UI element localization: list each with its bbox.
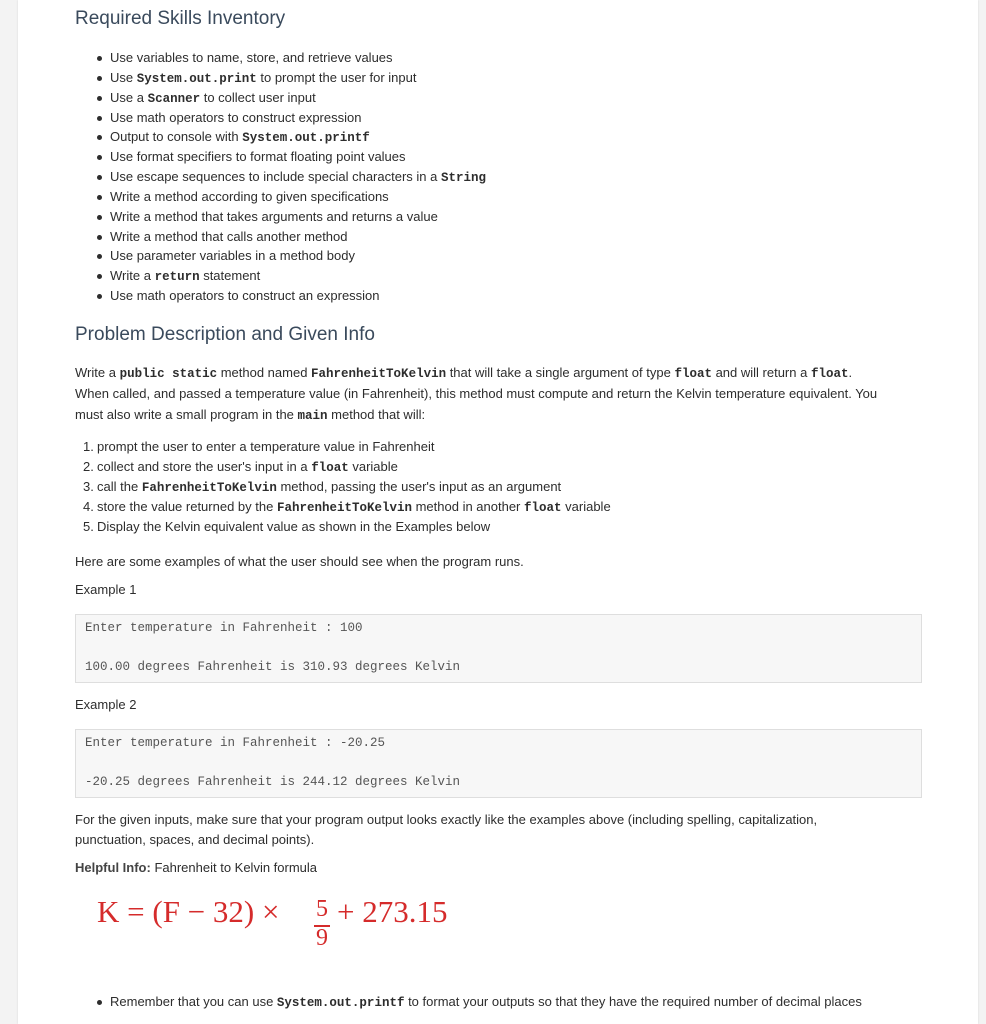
- step-item: [83, 438, 435, 456]
- skill-item: [110, 188, 389, 206]
- inline-text: store the value returned by the: [97, 499, 277, 514]
- skill-text: Use escape sequences to include special characters in a: [110, 169, 441, 184]
- skill-text: Write a method that calls another method: [110, 229, 348, 244]
- inline-code: main: [297, 409, 328, 423]
- skill-item: [110, 128, 370, 147]
- skills-heading: Required Skills Inventory: [75, 8, 286, 29]
- note-line-1: For the given inputs, make sure that your program output looks exactly like the examples above (including spelling, capitalization,: [75, 812, 818, 827]
- skill-text: Write a method according to given specifications: [110, 189, 389, 204]
- skill-item: [110, 89, 316, 108]
- skill-text-end: to prompt the user for input: [256, 70, 417, 85]
- example-1-title: Example 1: [75, 582, 137, 597]
- step-number: 4.: [83, 499, 94, 514]
- assignment-page: [18, 0, 978, 1024]
- reminder-code: System.out.printf: [276, 996, 405, 1010]
- inline-text: must also write a small program in the: [75, 407, 298, 422]
- note-line-2: punctuation, spaces, and decimal points).: [75, 832, 315, 847]
- helpful-text: Fahrenheit to Kelvin formula: [150, 860, 318, 875]
- skill-text: Use: [110, 70, 137, 85]
- inline-text: method in another: [411, 499, 525, 514]
- skill-item: [110, 208, 438, 226]
- inline-code: FahrenheitToKelvin: [276, 501, 412, 515]
- helpful-info: [75, 858, 317, 879]
- step-item: [83, 458, 398, 477]
- inline-text: .: [848, 365, 853, 380]
- inline-code: float: [674, 367, 712, 381]
- inline-text: that will take a single argument of type: [446, 365, 675, 380]
- formula-denominator: 9: [316, 925, 328, 951]
- skill-text: Use math operators to construct expression: [110, 110, 362, 125]
- intro-line: [75, 363, 852, 385]
- skill-item: [110, 267, 260, 286]
- skill-text-end: to collect user input: [200, 90, 316, 105]
- example-2-output: -20.25 degrees Fahrenheit is 244.12 degrees Kelvin: [85, 775, 461, 789]
- skill-item: [110, 109, 361, 127]
- inline-text: Display the Kelvin equivalent value as shown in the Examples below: [97, 519, 491, 534]
- inline-code: float: [524, 501, 562, 515]
- inline-text: variable: [348, 459, 398, 474]
- formula-right: + 273.15: [337, 894, 448, 929]
- step-number: 1.: [83, 439, 94, 454]
- skill-text-end: statement: [199, 268, 261, 283]
- skill-text: Write a: [110, 268, 155, 283]
- reminder-text: Remember that you can use: [110, 994, 277, 1009]
- skill-item: [110, 148, 406, 166]
- example-1-codebox: [75, 614, 922, 683]
- examples-intro: Here are some examples of what the user should see when the program runs.: [75, 554, 524, 569]
- example-1-output: 100.00 degrees Fahrenheit is 310.93 degrees Kelvin: [85, 660, 461, 674]
- inline-text: method named: [217, 365, 312, 380]
- step-item: [83, 518, 491, 536]
- skill-code: Scanner: [147, 92, 201, 106]
- skill-code: String: [440, 171, 486, 185]
- inline-text: method, passing the user's input as an argument: [276, 479, 562, 494]
- skill-text: Use format specifiers to format floating point values: [110, 149, 406, 164]
- step-number: 3.: [83, 479, 94, 494]
- inline-code: float: [810, 367, 849, 381]
- skill-code: System.out.printf: [242, 131, 370, 145]
- inline-code: float: [311, 461, 349, 475]
- skill-item: [110, 247, 355, 265]
- inline-text: variable: [561, 499, 611, 514]
- step-item: [83, 498, 611, 517]
- skill-text: Output to console with: [110, 129, 243, 144]
- inline-text: and will return a: [711, 365, 811, 380]
- step-number: 5.: [83, 519, 94, 534]
- skill-code: return: [154, 270, 200, 284]
- intro-line: [75, 405, 425, 427]
- inline-text: method that will:: [327, 407, 426, 422]
- problem-heading: Problem Description and Given Info: [75, 324, 375, 345]
- skill-code: System.out.print: [136, 72, 257, 86]
- skill-item: [110, 287, 380, 305]
- inline-text: prompt the user to enter a temperature value in Fahrenheit: [97, 439, 435, 454]
- reminder-text-end: to format your outputs so that they have the required number of decimal places: [404, 994, 862, 1009]
- skill-item: [110, 49, 393, 67]
- skill-text: Write a method that takes arguments and returns a value: [110, 209, 438, 224]
- example-2-prompt: Enter temperature in Fahrenheit : -20.25: [85, 736, 386, 750]
- helpful-label: Helpful Info:: [75, 860, 151, 875]
- skill-text: Use math operators to construct an expression: [110, 288, 380, 303]
- formula-fraction: [309, 896, 335, 952]
- step-item: [83, 478, 562, 497]
- skill-item: [110, 168, 486, 187]
- inline-code: public static: [119, 367, 218, 381]
- inline-text: collect and store the user's input in a: [97, 459, 312, 474]
- formula-numerator: 5: [316, 896, 328, 922]
- example-2-title: Example 2: [75, 697, 137, 712]
- inline-text: Write a: [75, 365, 120, 380]
- inline-text: call the: [97, 479, 142, 494]
- skill-text: Use a: [110, 90, 148, 105]
- inline-code: FahrenheitToKelvin: [141, 481, 277, 495]
- example-1-prompt: Enter temperature in Fahrenheit : 100: [85, 621, 363, 635]
- skill-text: Use variables to name, store, and retrieve values: [110, 50, 393, 65]
- skill-text: Use parameter variables in a method body: [110, 248, 355, 263]
- formula-left: K = (F − 32) ×: [97, 894, 280, 929]
- step-number: 2.: [83, 459, 94, 474]
- skill-item: [110, 69, 416, 88]
- inline-text: When called, and passed a temperature value (in Fahrenheit), this method must compute and return the Kelvin temperature equivalent. You: [75, 386, 878, 401]
- inline-code: FahrenheitToKelvin: [311, 367, 447, 381]
- intro-line: [75, 384, 877, 405]
- example-2-codebox: [75, 729, 922, 798]
- printf-reminder: [110, 993, 862, 1012]
- skill-item: [110, 228, 348, 246]
